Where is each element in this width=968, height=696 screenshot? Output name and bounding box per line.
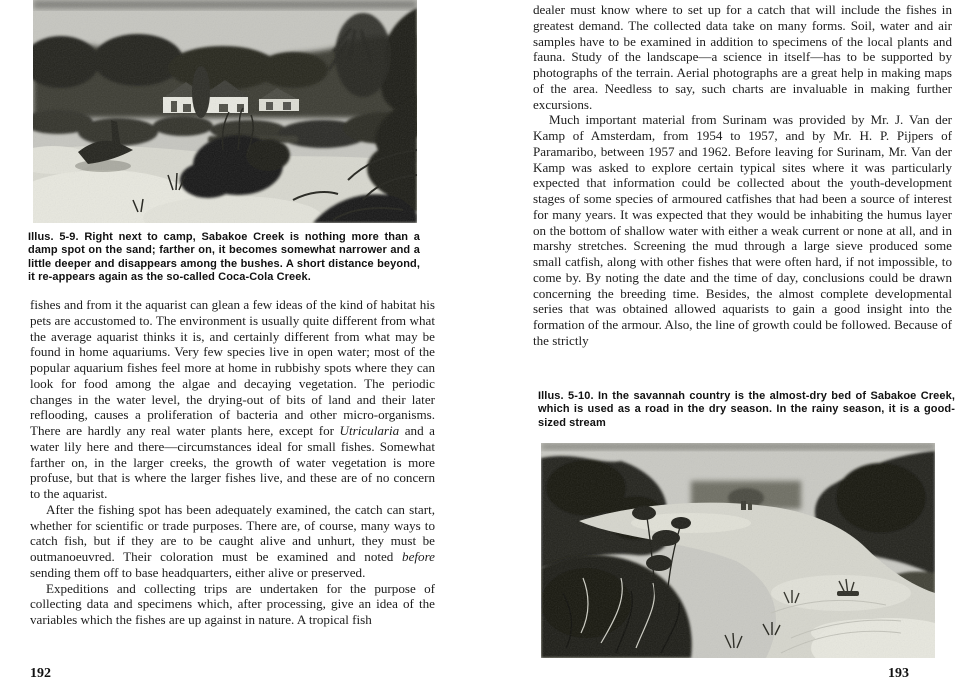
- paragraph-text: sending them off to base headquarters, either alive or preserved.: [30, 564, 366, 580]
- illus-5-10-caption: Illus. 5-10. In the savannah country is the almost-dry bed of Sabakoe Creek, which is used as a road in the dry season. In the rainy season, it is a good-sized stream: [538, 390, 955, 429]
- page-number-right: 193: [888, 666, 909, 681]
- paragraph-text: fishes and from it the aquarist can glean a few ideas of the kind of habitat his pets are accustomed to. The environment is usually quite different from what the average aquarist thinks it is, and certainly different from what may be found in home aquariums. Very few species live in open water; most of the popular aquarium fishes feel more at home in rubbishy spots where they can look for food among the algae and decaying vegetation. The periodic changes in the water level, the drying-out of bits of land and their later reflooding, causes a proliferation of bacteria and other micro-organisms. There are hardly any real water plants here, except for: [30, 297, 435, 438]
- right-page-body: [533, 2, 952, 349]
- paragraph: [30, 297, 435, 502]
- illus-5-9-photo: [33, 0, 417, 223]
- italic-term: Utricularia: [339, 423, 400, 438]
- paragraph: Expeditions and collecting trips are undertaken for the purpose of collecting data and specimens which, after processing, give an idea of the variables which the fishes are up against in nature. A tropical fish: [30, 580, 435, 627]
- illus-5-9-caption: Illus. 5-9. Right next to camp, Sabakoe Creek is nothing more than a damp spot on the sand; farther on, it becomes somewhat narrower and a little deeper and disappears among the bushes. A short distance beyond, it re-appears again as the so-called Coca-Cola Creek.: [28, 231, 420, 284]
- illus-5-10-photo: [541, 443, 935, 658]
- camp-scene-illustration: [33, 0, 417, 223]
- paragraph-text: After the fishing spot has been adequately examined, the catch can start, whether for scientific or trade purposes. There are, of course, many ways to catch fish, but if they are to be caught alive and unhurt, they must be outmanoeuvred. Their coloration must be examined and noted: [30, 501, 435, 564]
- paragraph: dealer must know where to set up for a catch that will include the fishes in greatest demand. The collected data take on many forms. Soil, water and air samples have to be examined in addition to specimens of the local plants and fauna. Study of the landscape—a science in itself—has to be supported by photographs of the terrain. Aerial photographs are a great help in making maps of the area. Needless to say, such charts are invaluable in making further excursions.: [533, 2, 952, 112]
- paragraph: Much important material from Surinam was provided by Mr. J. Van der Kamp of Amsterdam, from 1954 to 1957, and by Mr. H. P. Pijpers of Paramaribo, between 1957 and 1962. Before leaving for Surinam, Mr. Van der Kamp was asked to explore certain typical sites where it was particularly expected that information could be collected about the youth-development stages of some species of armoured catfishes that had been a source of interest for many years. It was expected that they would be inhabiting the humus layer on the bottom of shallow water with either a weak current or none at all, and in marshy stretches. Screening the mud through a large sieve produced some small catfish, along with other fishes that were often hard, if not impossible, to come by. By noting the date and the time of day, conclusions could be drawn concerning the breeding time. Besides, the almost complete developmental series that was obtained allowed aquarists to gain a good insight into the formation of the armour. Also, the line of growth could be followed. Because of the strictly: [533, 112, 952, 348]
- paragraph: [30, 502, 435, 581]
- creek-bed-illustration: [541, 443, 935, 658]
- paragraph-text: and a water lily here and there—circumstances ideal for small fishes. Somewhat farther on, in the larger creeks, the growth of water vegetation is more profuse, but that is where the larger fishes live, and these are of no concern to the aquarist.: [30, 423, 435, 501]
- left-page-body: [30, 297, 435, 628]
- italic-term: before: [402, 549, 435, 564]
- page-number-left: 192: [30, 666, 51, 681]
